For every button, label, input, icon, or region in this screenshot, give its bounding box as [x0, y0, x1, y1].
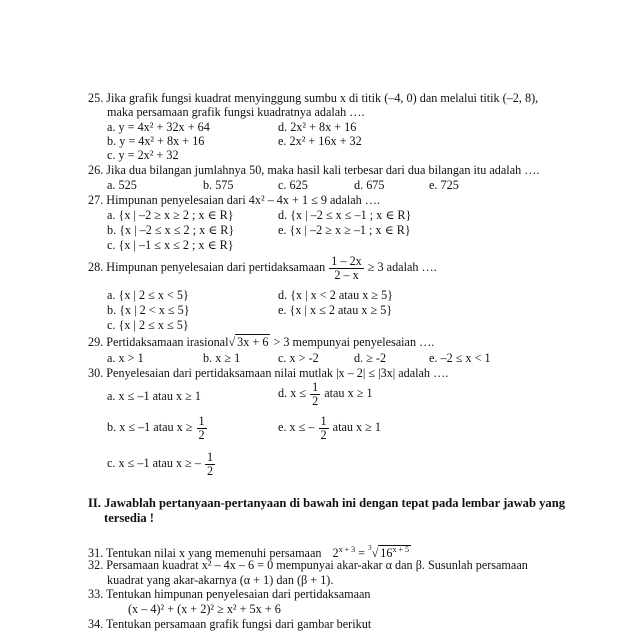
q25-stem-cont: maka persamaan grafik fungsi kuadratnya adalah …. — [107, 105, 365, 119]
q30-option-c — [107, 450, 216, 478]
q30-d-pre: d. x ≤ — [278, 386, 307, 400]
q28-stem-pre: 28. Himpunan penyelesaian dari pertidaksamaan — [88, 260, 326, 274]
q29-stem — [88, 333, 434, 351]
section-2-heading: II. Jawablah pertanyaan-pertanyaan di bawah ini dengan tepat pada lembar jawab yang — [88, 496, 566, 510]
q29-stem-pre: 29. Pertidaksamaan irasional — [88, 335, 229, 349]
q28-stem-post: ≥ 3 adalah …. — [367, 260, 437, 274]
q26-option-b: b. 575 — [203, 178, 234, 192]
q29-option-d: d. ≥ -2 — [354, 351, 387, 365]
q30-b-fraction — [197, 415, 207, 442]
q26-option-c: c. 625 — [278, 178, 308, 192]
q29-option-e: e. –2 ≤ x < 1 — [429, 351, 491, 365]
q30-d-fraction — [310, 381, 320, 408]
q30-b-denominator: 2 — [198, 427, 205, 442]
q30-d-denominator: 2 — [312, 393, 319, 408]
q28-fraction-denominator: 2 – x — [334, 267, 359, 282]
q30-d-numerator: 1 — [312, 379, 319, 394]
q30-e-denominator: 2 — [320, 427, 327, 442]
q28-fraction-numerator: 1 – 2x — [331, 253, 362, 268]
q30-option-d — [278, 380, 373, 408]
q31-equals: = — [358, 546, 366, 560]
q31-text: 31. Tentukan nilai x yang memenuhi persamaan — [88, 546, 322, 560]
q28-stem — [88, 254, 437, 282]
q29-option-c: c. x > -2 — [278, 351, 319, 365]
q28-option-e: e. {x | x ≤ 2 atau x ≥ 5} — [278, 303, 393, 317]
cube-root-icon: √ — [371, 546, 379, 560]
q30-b-numerator: 1 — [198, 413, 205, 428]
q25-option-d: d. 2x² + 8x + 16 — [278, 120, 357, 134]
q26-option-a: a. 525 — [107, 178, 137, 192]
q30-b-pre: b. x ≤ –1 atau x ≥ — [107, 420, 193, 434]
q28-fraction — [329, 255, 363, 282]
q28-option-a: a. {x | 2 ≤ x < 5} — [107, 288, 189, 302]
essay-q33-inequality: (x – 4)² + (x + 2)² ≥ x² + 5x + 6 — [128, 602, 281, 616]
essay-q32-cont: kuadrat yang akar-akarnya (α + 1) dan (β + 1). — [107, 573, 334, 587]
q27-option-c: c. {x | –1 ≤ x ≤ 2 ; x ∈ R} — [107, 238, 234, 252]
q30-d-post: atau x ≥ 1 — [324, 386, 373, 400]
sqrt-symbol-icon: √ — [228, 335, 236, 349]
q29-radicand: 3x + 6 — [237, 335, 269, 349]
q30-c-denominator: 2 — [206, 463, 214, 478]
q31-exponent: x + 3 — [338, 545, 356, 554]
q27-option-b: b. {x | –2 ≤ x ≤ 2 ; x ∈ R} — [107, 223, 235, 237]
essay-q34: 34. Tentukan persamaan grafik fungsi dari gambar berikut — [88, 617, 372, 631]
q30-option-a: a. x ≤ –1 atau x ≥ 1 — [107, 389, 201, 403]
q30-e-post: atau x ≥ 1 — [332, 420, 381, 434]
q31-base: 2 — [332, 546, 339, 560]
q30-c-numerator: 1 — [206, 449, 214, 464]
q25-option-e: e. 2x² + 16x + 32 — [278, 134, 362, 148]
section-2-heading-cont: tersedia ! — [104, 511, 155, 525]
q31-radicand-base: 16 — [380, 546, 393, 560]
q30-option-e — [278, 414, 381, 442]
q30-stem: 30. Penyelesaian dari pertidaksamaan nilai mutlak |x – 2| ≤ |3x| adalah …. — [88, 366, 449, 380]
q26-stem: 26. Jika dua bilangan jumlahnya 50, maka hasil kali terbesar dari dua bilangan itu adalah …. — [88, 163, 540, 177]
q31-root-index: 3 — [368, 544, 372, 552]
q27-option-d: d. {x | –2 ≤ x ≤ –1 ; x ∈ R} — [278, 208, 412, 222]
q25-option-b: b. y = 4x² + 8x + 16 — [107, 134, 205, 148]
q28-option-c: c. {x | 2 ≤ x ≤ 5} — [107, 318, 189, 332]
q30-e-pre: e. x ≤ – — [278, 420, 315, 434]
q28-option-d: d. {x | x < 2 atau x ≥ 5} — [278, 288, 394, 302]
q30-c-fraction — [205, 451, 215, 478]
q27-option-e: e. {x | –2 ≥ x ≥ –1 ; x ∈ R} — [278, 223, 411, 237]
essay-q33: 33. Tentukan himpunan penyelesaian dari pertidaksamaan — [88, 587, 371, 601]
essay-q32: 32. Persamaan kuadrat x² – 4x – 6 = 0 mempunyai akar-akar α dan β. Susunlah persamaan — [88, 558, 528, 572]
q27-stem: 27. Himpunan penyelesaian dari 4x² – 4x + 1 ≤ 9 adalah …. — [88, 193, 381, 207]
q29-option-a: a. x > 1 — [107, 351, 144, 365]
q29-option-b: b. x ≥ 1 — [203, 351, 241, 365]
q25-option-a: a. y = 4x² + 32x + 64 — [107, 120, 210, 134]
q29-stem-post: > 3 mempunyai penyelesaian …. — [273, 335, 435, 349]
q30-e-numerator: 1 — [320, 413, 327, 428]
q31-radicand-exponent: x + 5 — [392, 545, 409, 554]
q25-stem: 25. Jika grafik fungsi kuadrat menyinggung sumbu x di titik (–4, 0) dan melalui titik (–2, 8), — [88, 91, 539, 105]
q30-c-pre: c. x ≤ –1 atau x ≥ – — [107, 456, 201, 470]
q30-option-b — [107, 414, 208, 442]
q25-option-c: c. y = 2x² + 32 — [107, 148, 179, 162]
q30-e-fraction — [319, 415, 329, 442]
q26-option-e: e. 725 — [429, 178, 459, 192]
q26-option-d: d. 675 — [354, 178, 385, 192]
q27-option-a: a. {x | –2 ≥ x ≥ 2 ; x ∈ R} — [107, 208, 234, 222]
q28-option-b: b. {x | 2 < x ≤ 5} — [107, 303, 190, 317]
